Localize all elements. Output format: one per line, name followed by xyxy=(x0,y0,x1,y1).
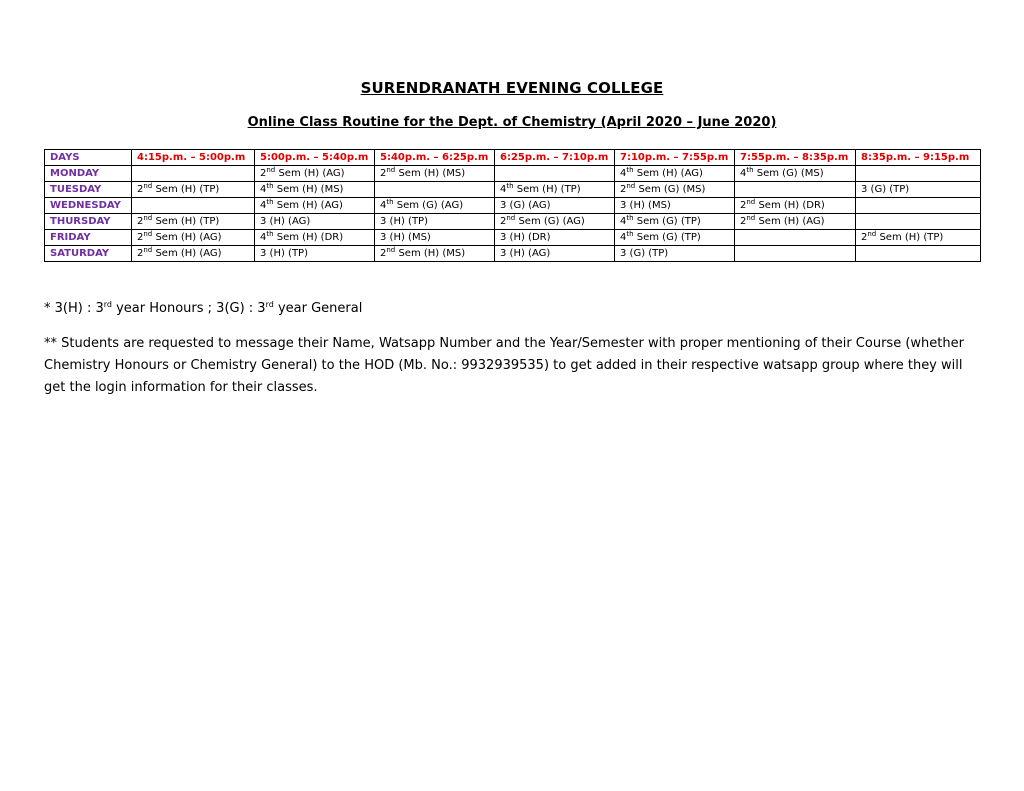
table-header-row xyxy=(45,150,981,166)
class-slot-cell xyxy=(735,230,856,246)
semester-number: 4 xyxy=(380,200,387,211)
ordinal-suffix: nd xyxy=(746,198,756,206)
semester-number: 4 xyxy=(740,168,747,179)
semester-number: 4 xyxy=(620,232,627,243)
semester-number: 2 xyxy=(137,248,144,259)
class-detail: Sem (H) (AG) xyxy=(152,232,222,243)
class-slot-cell xyxy=(255,230,375,246)
day-label: WEDNESDAY xyxy=(45,198,132,214)
class-routine-table xyxy=(44,149,981,262)
semester-number: 2 xyxy=(380,168,387,179)
class-detail: Sem (H) (TP) xyxy=(513,184,581,195)
ordinal-suffix: nd xyxy=(867,230,877,238)
table-row xyxy=(45,166,981,182)
class-detail: Sem (H) (MS) xyxy=(395,168,466,179)
class-detail: Sem (G) (AG) xyxy=(515,216,585,227)
column-header-time-slot: 8:35p.m. – 9:15p.m xyxy=(856,150,981,166)
class-detail: Sem (H) (TP) xyxy=(876,232,944,243)
table-row xyxy=(45,182,981,198)
day-label: TUESDAY xyxy=(45,182,132,198)
class-slot-cell: 3 (G) (TP) xyxy=(615,246,735,262)
class-detail: Sem (H) (TP) xyxy=(152,184,220,195)
class-slot-cell: 3 (G) (TP) xyxy=(856,182,981,198)
class-slot-cell xyxy=(132,246,255,262)
class-slot-cell xyxy=(735,214,856,230)
class-slot-cell xyxy=(132,230,255,246)
class-slot-cell xyxy=(615,214,735,230)
semester-number: 2 xyxy=(740,200,747,211)
day-label: THURSDAY xyxy=(45,214,132,230)
class-slot-cell xyxy=(856,214,981,230)
semester-number: 2 xyxy=(500,216,507,227)
table-body xyxy=(45,166,981,262)
table-row xyxy=(45,230,981,246)
class-slot-cell xyxy=(495,166,615,182)
class-slot-cell xyxy=(132,166,255,182)
class-detail: Sem (H) (DR) xyxy=(273,232,344,243)
ordinal-suffix: th xyxy=(266,182,274,190)
class-slot-cell xyxy=(132,214,255,230)
class-slot-cell xyxy=(495,182,615,198)
class-detail: Sem (G) (MS) xyxy=(753,168,824,179)
table-row xyxy=(45,198,981,214)
ordinal-suffix: nd xyxy=(386,246,396,254)
semester-number: 4 xyxy=(620,168,627,179)
column-header-time-slot: 7:55p.m. – 8:35p.m xyxy=(735,150,856,166)
semester-number: 4 xyxy=(500,184,507,195)
class-slot-cell xyxy=(495,214,615,230)
ordinal-suffix: th xyxy=(626,166,634,174)
table-row xyxy=(45,214,981,230)
class-slot-cell xyxy=(255,198,375,214)
semester-number: 4 xyxy=(620,216,627,227)
ordinal-suffix: th xyxy=(746,166,754,174)
ordinal-suffix: nd xyxy=(746,214,756,222)
class-slot-cell xyxy=(375,182,495,198)
class-detail: Sem (G) (MS) xyxy=(635,184,706,195)
ordinal-suffix: nd xyxy=(506,214,516,222)
class-slot-cell: 3 (H) (AG) xyxy=(495,246,615,262)
class-slot-cell xyxy=(735,182,856,198)
day-label: FRIDAY xyxy=(45,230,132,246)
day-label: MONDAY xyxy=(45,166,132,182)
class-detail: Sem (G) (AG) xyxy=(393,200,464,211)
class-slot-cell xyxy=(856,166,981,182)
class-slot-cell: 3 (H) (TP) xyxy=(255,246,375,262)
class-detail: Sem (H) (MS) xyxy=(273,184,344,195)
footnote-abbreviations xyxy=(44,301,362,316)
class-slot-cell: 3 (H) (MS) xyxy=(375,230,495,246)
class-slot-cell xyxy=(735,198,856,214)
semester-number: 2 xyxy=(380,248,387,259)
semester-number: 2 xyxy=(260,168,267,179)
class-slot-cell xyxy=(615,182,735,198)
ordinal-suffix: nd xyxy=(626,182,636,190)
class-slot-cell: 3 (G) (AG) xyxy=(495,198,615,214)
ordinal-suffix: nd xyxy=(143,230,153,238)
class-slot-cell xyxy=(375,198,495,214)
ordinal-suffix: nd xyxy=(266,166,276,174)
class-slot-cell xyxy=(375,246,495,262)
ordinal-suffix: nd xyxy=(143,182,153,190)
footnote-abbreviations-suffix: year General xyxy=(273,301,363,316)
class-detail: Sem (H) (TP) xyxy=(152,216,220,227)
ordinal-suffix: rd xyxy=(103,300,112,309)
footnote-abbreviations-prefix: * 3(H) : 3 xyxy=(44,301,104,316)
semester-number: 2 xyxy=(740,216,747,227)
semester-number: 2 xyxy=(137,216,144,227)
class-slot-cell xyxy=(856,230,981,246)
class-slot-cell: 3 (H) (DR) xyxy=(495,230,615,246)
class-slot-cell xyxy=(375,166,495,182)
ordinal-suffix: nd xyxy=(143,246,153,254)
column-header-time-slot: 5:40p.m. – 6:25p.m xyxy=(375,150,495,166)
ordinal-suffix: th xyxy=(506,182,514,190)
class-slot-cell xyxy=(615,166,735,182)
class-detail: Sem (H) (AG) xyxy=(273,200,343,211)
ordinal-suffix: th xyxy=(626,214,634,222)
college-title: SURENDRANATH EVENING COLLEGE xyxy=(360,79,664,97)
class-slot-cell xyxy=(735,166,856,182)
class-slot-cell xyxy=(132,198,255,214)
routine-subtitle: Online Class Routine for the Dept. of Chemistry (April 2020 – June 2020) xyxy=(247,115,777,130)
ordinal-suffix: rd xyxy=(265,300,274,309)
class-detail: Sem (G) (TP) xyxy=(633,232,701,243)
ordinal-suffix: th xyxy=(266,230,274,238)
class-slot-cell xyxy=(615,230,735,246)
ordinal-suffix: th xyxy=(626,230,634,238)
column-header-time-slot: 5:00p.m. – 5:40p.m xyxy=(255,150,375,166)
class-slot-cell xyxy=(856,198,981,214)
class-detail: Sem (H) (AG) xyxy=(755,216,825,227)
ordinal-suffix: th xyxy=(386,198,394,206)
class-slot-cell xyxy=(856,246,981,262)
class-detail: Sem (H) (AG) xyxy=(633,168,703,179)
semester-number: 2 xyxy=(620,184,627,195)
semester-number: 4 xyxy=(260,232,267,243)
semester-number: 2 xyxy=(137,232,144,243)
class-slot-cell xyxy=(255,182,375,198)
class-detail: Sem (H) (MS) xyxy=(395,248,466,259)
class-slot-cell xyxy=(132,182,255,198)
ordinal-suffix: th xyxy=(266,198,274,206)
class-detail: Sem (G) (TP) xyxy=(633,216,701,227)
column-header-time-slot: 4:15p.m. – 5:00p.m xyxy=(132,150,255,166)
semester-number: 2 xyxy=(137,184,144,195)
column-header-time-slot: 7:10p.m. – 7:55p.m xyxy=(615,150,735,166)
class-slot-cell: 3 (H) (MS) xyxy=(615,198,735,214)
class-slot-cell xyxy=(735,246,856,262)
day-label: SATURDAY xyxy=(45,246,132,262)
class-detail: Sem (H) (AG) xyxy=(275,168,345,179)
class-slot-cell xyxy=(255,166,375,182)
class-detail: Sem (H) (AG) xyxy=(152,248,222,259)
class-slot-cell: 3 (H) (AG) xyxy=(255,214,375,230)
footnote-instructions: ** Students are requested to message their Name, Watsapp Number and the Year/Semester with proper mentioning of their Course (whether Chemistry Honours or Chemistry General) to the HOD (Mb. No.: 9932939535) to get added in their respective watsapp group where they will get the login information for their classes. xyxy=(44,336,964,395)
footnote-abbreviations-middle: year Honours ; 3(G) : 3 xyxy=(111,301,266,316)
semester-number: 2 xyxy=(861,232,868,243)
table-row xyxy=(45,246,981,262)
ordinal-suffix: nd xyxy=(143,214,153,222)
semester-number: 4 xyxy=(260,200,267,211)
column-header-time-slot: 6:25p.m. – 7:10p.m xyxy=(495,150,615,166)
semester-number: 4 xyxy=(260,184,267,195)
column-header-days: DAYS xyxy=(45,150,132,166)
class-detail: Sem (H) (DR) xyxy=(755,200,825,211)
class-slot-cell: 3 (H) (TP) xyxy=(375,214,495,230)
ordinal-suffix: nd xyxy=(386,166,396,174)
